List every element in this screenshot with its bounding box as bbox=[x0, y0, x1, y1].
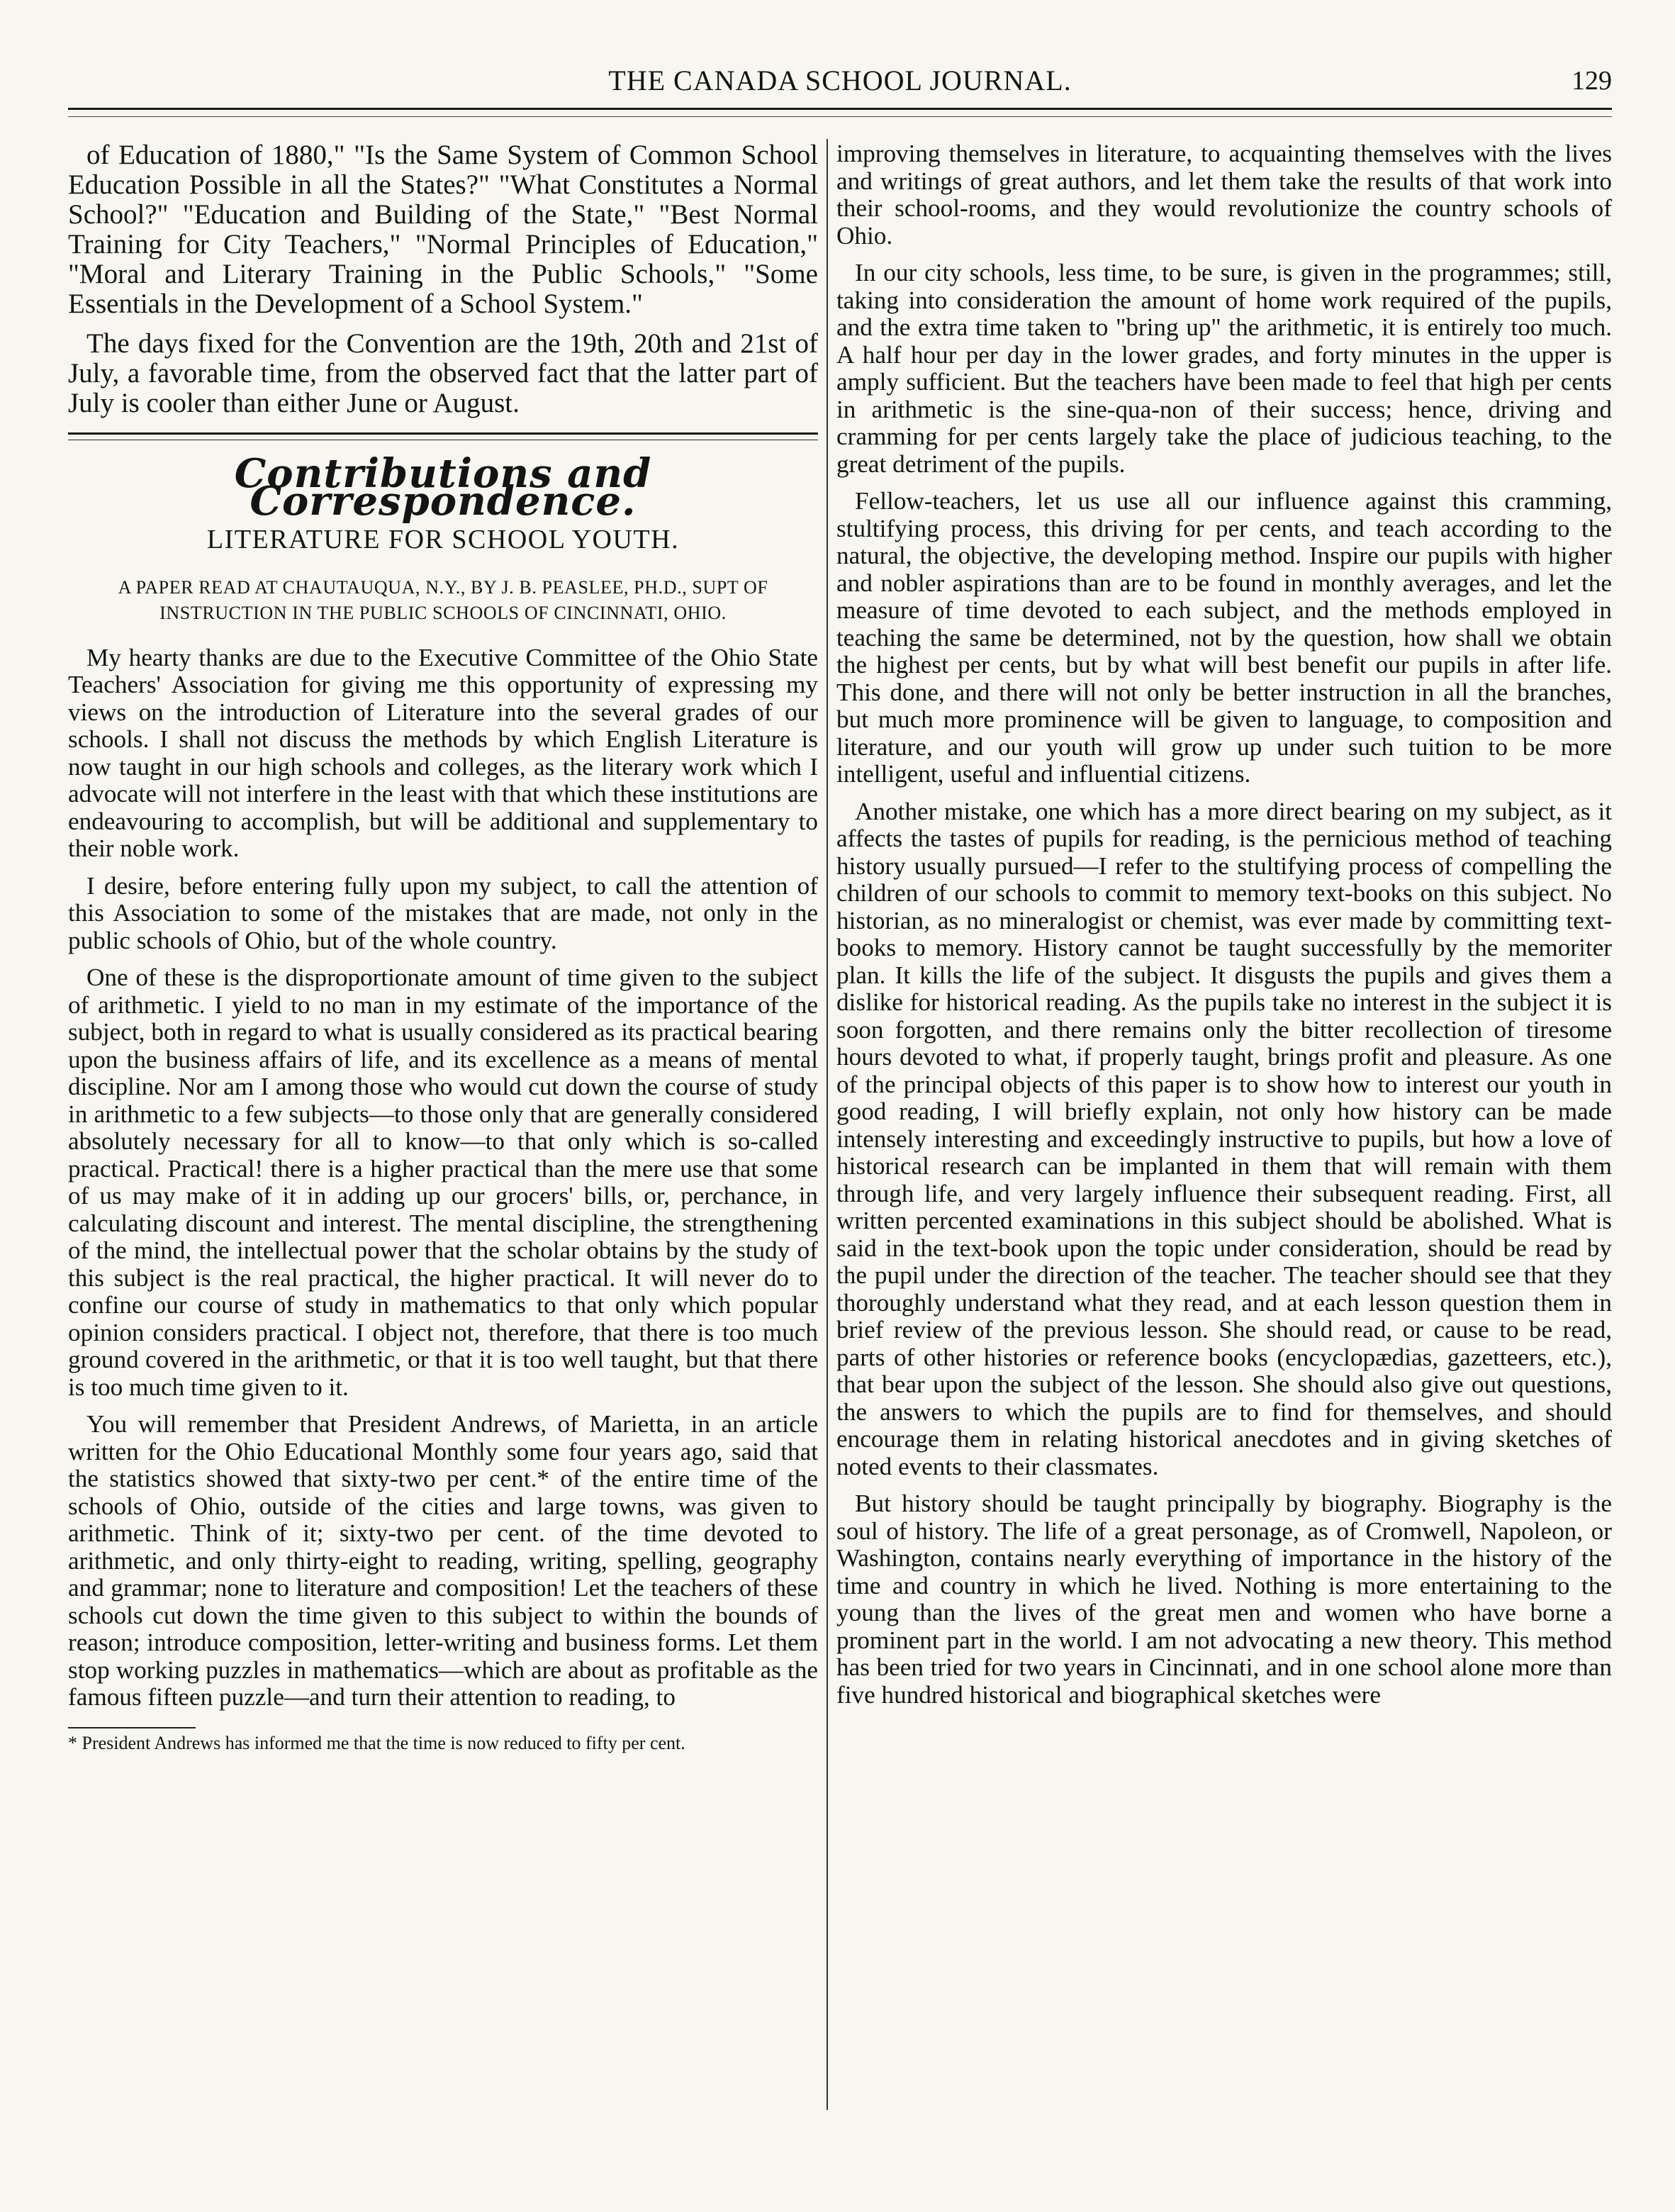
body-paragraph: But history should be taught principally by biography. Biography is the soul of history. The life of a great personage, as of Cromwell, Napoleon, or Washington, contains nearly everything of importance in the history of the time and country in which he lived. Nothing is more entertaining to the young than the lives of the great men and women who have borne a prominent part in the world. I am not advocating a new theory. This method has been tried for two years in Cincinnati, and in one school alone more than five hundred historical and biographical sketches were bbox=[836, 1490, 1612, 1709]
right-column bbox=[836, 140, 1612, 1709]
page-number: 129 bbox=[1572, 66, 1612, 96]
body-paragraph: Fellow-teachers, let us use all our influence against this cramming, stultifying process, this driving for per cents, and teach according to the natural, the objective, the developing method. Inspire our pupils with higher and nobler aspirations than are to be found in monthly averages, and let the measure of time devoted to each subject, and the methods employed in teaching the same be determined, not by the question, how shall we obtain the highest per cents, but by what will best benefit our pupils in after life. This done, and there will not only be better instruction in all the branches, but much more prominence will be given to language, to composition and literature, and our youth will grow up under such tuition to be more intelligent, useful and influential citizens. bbox=[836, 487, 1612, 788]
footnote: * President Andrews has informed me that the time is now reduced to fifty per cent. bbox=[68, 1732, 685, 1753]
body-paragraph: improving themselves in literature, to acquainting themselves with the lives and writings of great authors, and let them take the results of that work into their school-rooms, and they would revolutionize the country schools of Ohio. bbox=[836, 140, 1612, 250]
page-header bbox=[68, 62, 1612, 105]
running-title: THE CANADA SCHOOL JOURNAL. bbox=[608, 65, 1072, 96]
section-divider bbox=[68, 432, 818, 435]
body-paragraph: Another mistake, one which has a more direct bearing on my subject, as it affects the tastes of pupils for reading, is the pernicious method of teaching history usually pursued—I refer to the stultifying process of compelling the children of our schools to commit to memory text-books on this subject. No historian, as no mineralogist or chemist, was ever made by committing text-books to memory. History cannot be taught successfully by the memoriter plan. It kills the life of the subject. It disgusts the pupils and gives them a dislike for historical reading. As the pupils take no interest in the subject it is soon forgotten, and there remains only the bitter recollection of tiresome hours devoted to what, if properly taught, brings profit and pleasure. As one of the principal objects of this paper is to show how to interest our youth in good reading, I will briefly explain, not only how history can be made intensely interesting and exceedingly instructive to pupils, but how a love of historical research can be implanted in them that will remain with them through life, and very largely influence their subsequent reading. First, all written percented examinations in this subject should be abolished. What is said in the text-book upon the topic under consideration, should be read by the pupil under the direction of the teacher. The teacher should see that they thoroughly understand what they read, and at each lesson question them in brief review of the previous lesson. She should read, or cause to be read, parts of other histories or reference books (encyclopædias, gazetteers, etc.), that bear upon the subject of the lesson. She should also give out questions, the answers to which the pupils are to find for themselves, and should encourage them in relating historical anecdotes and in giving sketches of noted events to their classmates. bbox=[836, 797, 1612, 1480]
header-rule bbox=[68, 108, 1612, 110]
intro-paragraph: The days fixed for the Convention are the 19th, 20th and 21st of July, a favorable time, from the observed fact that the latter part of July is cooler than either June or August. bbox=[68, 328, 818, 418]
column-rule bbox=[827, 139, 828, 2110]
body-paragraph: In our city schools, less time, to be sure, is given in the programmes; still, taking into consideration the amount of home work required of the pupils, and the extra time taken to "bring up" the arithmetic, it is entirely too much. A half hour per day in the lower grades, and forty minutes in the upper is amply sufficient. But the teachers have been made to feel that high per cents in arithmetic is the sine-qua-non of their success; hence, driving and cramming for per cents largely take the place of judicious teaching, to the great detriment of the pupils. bbox=[836, 259, 1612, 478]
article-title: LITERATURE FOR SCHOOL YOUTH. bbox=[206, 525, 680, 554]
section-title: Contributions and Correspondence. bbox=[234, 450, 652, 525]
article-byline: A PAPER READ AT CHAUTAUQUA, N.Y., BY J. B. PEASLEE, PH.D., SUPT OF INSTRUCTION IN THE PUBLIC SCHOOLS OF CINCINNATI, OHIO. bbox=[118, 576, 768, 623]
intro-paragraph: of Education of 1880," "Is the Same System of Common School Education Possible in all the States?" "What Constitutes a Normal School?" "Education and Building of the State," "Best Normal Training for City Teachers," "Normal Principles of Education," "Moral and Literary Training in the Public Schools," "Some Essentials in the Development of a School System." bbox=[68, 140, 818, 319]
body-paragraph: One of these is the disproportionate amount of time given to the subject of arithmetic. I yield to no man in my estimate of the importance of the subject, both in regard to what is usually considered as its practical bearing upon the business affairs of life, and its excellence as a means of mental discipline. Nor am I among those who would cut down the course of study in arithmetic to a few subjects—to those only that are generally considered absolutely necessary for all to know—to that only which is so-called practical. Practical! there is a higher practical than the mere use that some of us may make of it in adding up our grocers' bills, or, perchance, in calculating discount and interest. The mental discipline, the strengthening of the mind, the intellectual power that the scholar obtains by the study of this subject is the real practical, the higher practical. It will never do to confine our course of study in mathematics to that only which popular opinion considers practical. I object not, therefore, that there is too much ground covered in the arithmetic, or that it is too well taught, but that there is too much time given to it. bbox=[68, 963, 818, 1401]
footnote-rule bbox=[68, 1727, 196, 1728]
header-rule-thin bbox=[68, 116, 1612, 117]
body-paragraph: My hearty thanks are due to the Executive Committee of the Ohio State Teachers' Association for giving me this opportunity of expressing my views on the introduction of Literature into the several grades of our schools. I shall not discuss the methods by which English Literature is now taught in our high schools and colleges, as the literary work which I advocate will not interfere in the least with that which these institutions are endeavouring to accomplish, but will be additional and supplementary to their noble work. bbox=[68, 643, 818, 862]
body-paragraph: I desire, before entering fully upon my subject, to call the attention of this Association to some of the mistakes that are made, not only in the public schools of Ohio, but of the whole country. bbox=[68, 871, 818, 954]
left-column bbox=[68, 140, 818, 1753]
body-paragraph: You will remember that President Andrews, of Marietta, in an article written for the Ohio Educational Monthly some four years ago, said that the statistics showed that sixty-two per cent.* of the entire time of the schools of Ohio, outside of the cities and large towns, was given to arithmetic. Think of it; sixty-two per cent. of the time devoted to arithmetic, and only thirty-eight to reading, writing, spelling, geography and grammar; none to literature and composition! Let the teachers of these schools cut down the time given to this subject to within the bounds of reason; introduce composition, letter-writing and business forms. Let them stop working puzzles in mathematics—which are about as profitable as the famous fifteen puzzle—and turn their attention to reading, to bbox=[68, 1410, 818, 1711]
